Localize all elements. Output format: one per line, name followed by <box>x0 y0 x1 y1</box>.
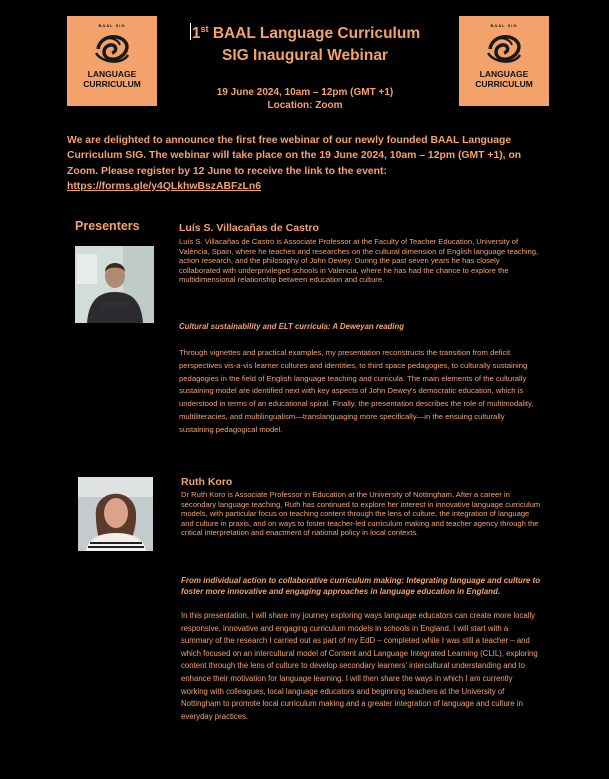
presenter-name: Luís S. Villacañas de Castro <box>179 222 319 234</box>
title-ordinal-suffix: st <box>200 24 209 34</box>
logo-small-text: BAAL SIG <box>98 23 126 28</box>
title-ordinal: 1 <box>191 25 201 43</box>
presenter-photo-koro <box>78 477 153 551</box>
title-line1: BAAL Language Curriculum <box>208 25 421 43</box>
presenter-bio: Dr Ruth Koro is Associate Professor in Education at the University of Nottingham. After a career in secondary language teaching, Ruth has continued to explore her interest in innovative language curriculum models, with particular focus on teaching content through the lens of culture, the integration of language and culture in praxis, and on ways to foster teacher-led curriculum making and teacher agency through the critical interpretation and enactment of national policy in local contexts. <box>181 490 541 538</box>
talk-abstract: Through vignettes and practical examples, my presentation reconstructs the transition from deficit perspectives vis-a-vis learner cultures and identities, to third space pedagogies, to culturally sustaining pedagogies in the field of English language teaching and curricula. The main elements of the culturally sustaining model are identified next with key aspects of John Dewey's democratic education, which is understood in terms of an educational spiral. Finally, the presentation describes the role of multimodality, multiliteracies, and multilingualism—translanguaging more specifically—in the ensuing culturally sustaining pedagogical model. <box>179 348 534 434</box>
intro-paragraph <box>67 133 549 194</box>
presenter-name: Ruth Koro <box>181 476 233 488</box>
talk-abstract: In this presentation, I will share my journey exploring ways language educators can create more locally responsive, innovative and engaging curriculum models in schools in England. I will start with a summary of the research I carried out as part of my EdD – completed while I was still a teacher – and which focused on an intercultural model of Content and Language Integrated Learning (CLIL), exploring content through the lens of culture to develop secondary learners' intercultural understanding and to enhance their motivation for language learning. I will then share the ways in which I am currently working with colleagues, local language educators and beginning teachers at the University of Nottingham to promote local curriculum making and a greater integration of language and culture in everyday practices. <box>181 611 538 721</box>
swirl-logo-icon <box>482 29 526 67</box>
intro-text: We are delighted to announce the first free webinar of our newly founded BAAL Language Curriculum SIG. The webinar will take place on the 19 June 2024, 10am – 12pm (GMT +1), on Zoom. Please register by 12 June to receive the link to the event: <box>67 135 522 177</box>
sig-logo-right <box>459 16 549 106</box>
swirl-logo-icon <box>90 29 134 67</box>
presenter-bio: Luís S. Villacañas de Castro is Associate Professor at the Faculty of Teacher Education, University of València, Spain, where he teaches and researches on the cultural dimension of English language teaching, action research, and the philosophy of John Dewey. During the past seven years he has closely collaborated with underprivileged schools in Valencia, where he has had the chance to explore the multidimensional relationship between education and culture. <box>179 237 539 285</box>
event-details <box>160 86 450 112</box>
logo-small-text: BAAL SIG <box>490 23 518 28</box>
event-date: 19 June 2024, 10am – 12pm (GMT +1) <box>216 87 394 98</box>
logo-line1: LANGUAGE <box>87 69 137 79</box>
presenters-heading: Presenters <box>75 219 140 233</box>
webinar-title <box>160 18 450 67</box>
registration-link[interactable]: https://forms.gle/y4QLkhwBszABFzLn6 <box>67 180 261 192</box>
sig-logo-left <box>67 16 157 106</box>
talk-title: From individual action to collaborative curriculum making: Integrating language and culture to foster more innovative and engaging approaches in language education in England. <box>181 576 541 596</box>
title-line2: SIG Inaugural Webinar <box>222 47 388 65</box>
text-cursor <box>190 23 191 40</box>
logo-line2: CURRICULUM <box>475 79 533 89</box>
event-location: Location: Zoom <box>267 100 343 111</box>
presenter-photo-villacanas <box>75 246 154 323</box>
logo-line1: LANGUAGE <box>479 69 529 79</box>
logo-line2: CURRICULUM <box>83 79 141 89</box>
talk-title: Cultural sustainability and ELT curricula: A Deweyan reading <box>179 322 405 331</box>
